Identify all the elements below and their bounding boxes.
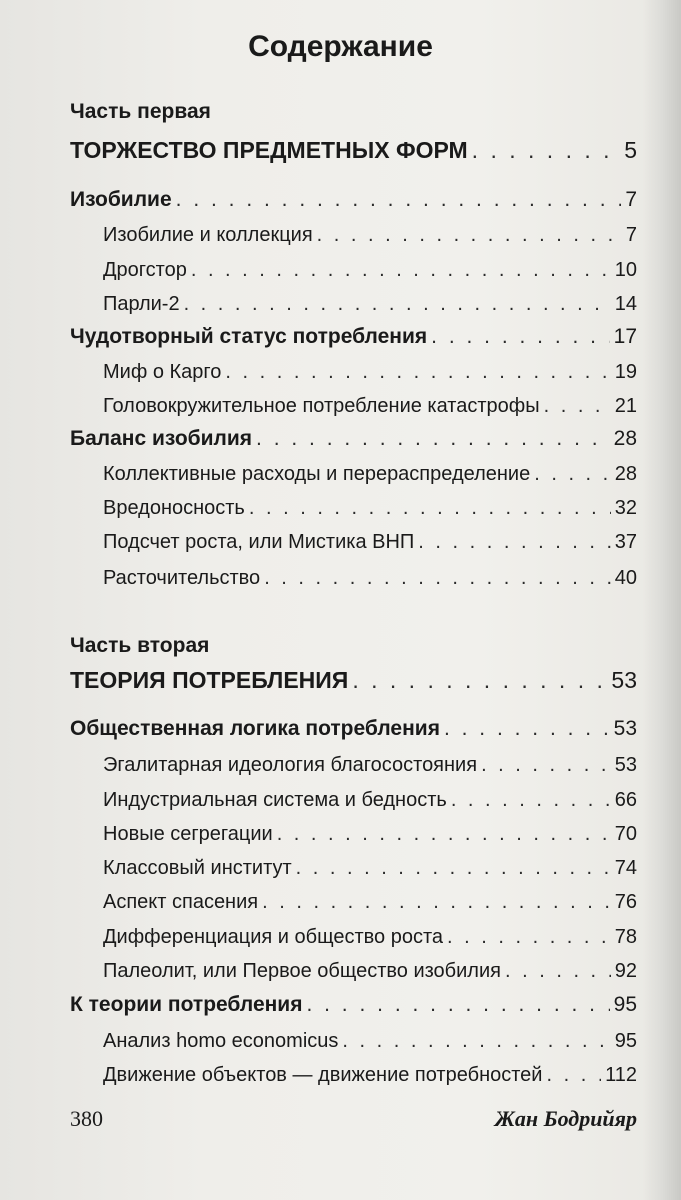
toc-chapter (70, 993, 637, 1017)
toc-section-title: Расточительство (103, 567, 261, 589)
toc-section (103, 1064, 637, 1087)
toc-section (103, 567, 637, 590)
toc-section-page: 10 (614, 259, 637, 281)
toc-section-title: Движение объектов — движение потребностей (103, 1064, 543, 1086)
toc-section-title: Новые сегрегации (103, 823, 273, 845)
page-edge-shadow (643, 0, 681, 1200)
toc-section-page: 92 (614, 960, 637, 982)
part-1-label: Часть первая (70, 100, 211, 123)
leader-dots (296, 857, 611, 880)
toc-section-title: Классовый институт (103, 857, 292, 879)
toc-section-title: Индустриальная система и бедность (103, 789, 447, 811)
leader-dots (418, 531, 610, 554)
leader-dots (262, 891, 611, 914)
leader-dots (306, 993, 609, 1017)
leader-dots (444, 717, 610, 741)
toc-section-title: Эгалитарная идеология благосостояния (103, 754, 478, 776)
toc-chapter (70, 325, 637, 349)
toc-section-page: 21 (614, 395, 637, 417)
toc-section (103, 1030, 637, 1053)
author-name: Жан Бодрийяр (494, 1106, 637, 1131)
part-2-heading-title: ТЕОРИЯ ПОТРЕБЛЕНИЯ (70, 667, 349, 693)
toc-section-page: 19 (614, 361, 637, 383)
toc-section-title: Вредоносность (103, 497, 245, 519)
toc-section (103, 293, 637, 316)
leader-dots (451, 789, 611, 812)
toc-chapter-page: 95 (613, 993, 637, 1016)
toc-section-title: Парли-2 (103, 293, 180, 315)
leader-dots (317, 224, 622, 247)
toc-chapter-title: К теории потребления (70, 993, 303, 1016)
toc-chapter-title: Баланс изобилия (70, 427, 253, 450)
leader-dots (264, 567, 611, 590)
toc-section-title: Миф о Карго (103, 361, 222, 383)
toc-section (103, 754, 637, 777)
toc-section (103, 823, 637, 846)
toc-section (103, 531, 637, 554)
toc-chapter-page: 17 (613, 325, 637, 348)
leader-dots (191, 259, 611, 282)
page-title: Содержание (248, 30, 433, 63)
toc-section-title: Дрогстор (103, 259, 187, 281)
toc-section (103, 259, 637, 282)
toc-section-page: 37 (614, 531, 637, 553)
toc-section-page: 78 (614, 926, 637, 948)
toc-section-page: 112 (605, 1064, 637, 1086)
part-1-heading-title: ТОРЖЕСТВО ПРЕДМЕТНЫХ ФОРМ (70, 137, 468, 163)
leader-dots (277, 823, 611, 846)
leader-dots (505, 960, 611, 983)
toc-section-title: Палеолит, или Первое общество изобилия (103, 960, 501, 982)
toc-section-page: 28 (614, 463, 637, 485)
toc-section-page: 53 (614, 754, 637, 776)
part-2-label: Часть вторая (70, 634, 210, 657)
toc-section (103, 497, 637, 520)
part-1-heading-page: 5 (624, 137, 637, 163)
toc-section-title: Головокружительное потребление катастрофы (103, 395, 540, 417)
leader-dots (447, 926, 611, 949)
toc-section-page: 32 (614, 497, 637, 519)
leader-dots (225, 361, 610, 384)
leader-dots (342, 1030, 610, 1053)
toc-section-page: 74 (614, 857, 637, 879)
part-1-heading (70, 137, 637, 164)
leader-dots (481, 754, 611, 777)
leader-dots (546, 1064, 601, 1087)
toc-chapter-page: 7 (625, 188, 637, 211)
leader-dots (534, 463, 611, 486)
leader-dots (176, 188, 622, 212)
leader-dots (544, 395, 611, 418)
page-number: 380 (70, 1106, 103, 1131)
toc-section (103, 395, 637, 418)
toc-section-page: 76 (614, 891, 637, 913)
leader-dots (256, 427, 610, 451)
toc-section-page: 70 (614, 823, 637, 845)
toc-chapter-page: 53 (613, 717, 637, 740)
toc-section (103, 224, 637, 247)
toc-section (103, 789, 637, 812)
leader-dots (184, 293, 611, 316)
toc-section (103, 361, 637, 384)
toc-chapter (70, 427, 637, 451)
toc-section-title: Анализ homo economicus (103, 1030, 339, 1052)
toc-section-title: Изобилие и коллекция (103, 224, 313, 246)
toc-section-page: 7 (625, 224, 637, 246)
leader-dots (352, 667, 607, 694)
toc-chapter-title: Изобилие (70, 188, 172, 211)
toc-section-page: 14 (614, 293, 637, 315)
toc-section-title: Аспект спасения (103, 891, 259, 913)
toc-section (103, 463, 637, 486)
toc-section (103, 926, 637, 949)
toc-section-page: 40 (614, 567, 637, 589)
leader-dots (472, 137, 621, 164)
toc-chapter-title: Общественная логика потребления (70, 717, 440, 740)
toc-section (103, 891, 637, 914)
part-2-heading (70, 667, 637, 694)
toc-section-title: Коллективные расходы и перераспределение (103, 463, 531, 485)
toc-chapter-page: 28 (613, 427, 637, 450)
toc-section-title: Подсчет роста, или Мистика ВНП (103, 531, 415, 553)
part-2-heading-page: 53 (611, 667, 637, 693)
toc-chapter (70, 717, 637, 741)
toc-section-page: 66 (614, 789, 637, 811)
toc-chapter (70, 188, 637, 212)
toc-section-page: 95 (614, 1030, 637, 1052)
leader-dots (249, 497, 611, 520)
toc-chapter-title: Чудотворный статус потребления (70, 325, 428, 348)
leader-dots (431, 325, 609, 349)
toc-section (103, 857, 637, 880)
toc-section (103, 960, 637, 983)
toc-section-title: Дифференциация и общество роста (103, 926, 444, 948)
